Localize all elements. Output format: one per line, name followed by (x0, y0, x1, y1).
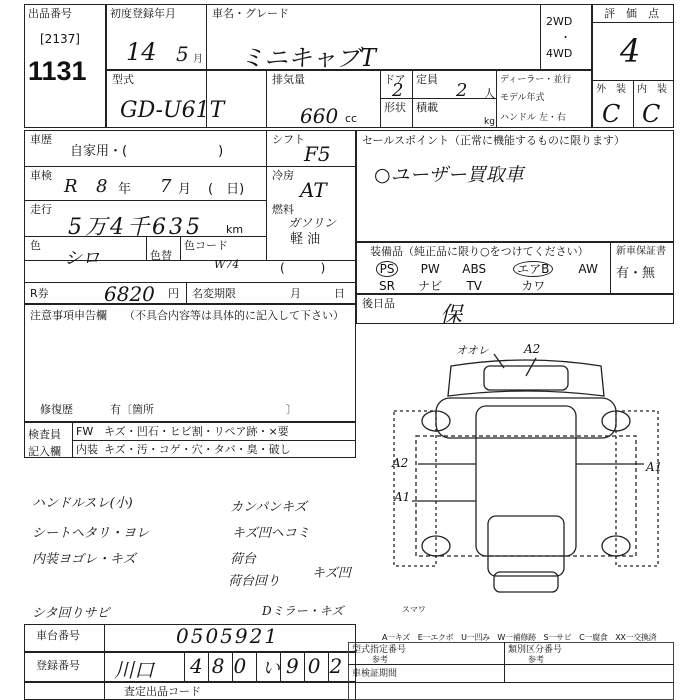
history-value: 自家用・( ) (70, 144, 224, 159)
first-reg-label: 初度登録年月 (110, 7, 176, 20)
dealer-label: ディーラー・並行 (500, 75, 572, 85)
month-unit: 月 (193, 54, 203, 65)
interior-insp-items: キズ・汚・コゲ・穴・タバ・臭・破し (104, 443, 291, 456)
drive-dot: ・ (560, 31, 571, 44)
diagram-mark-a2-left: A2 (392, 456, 409, 470)
chassis-label: 車台番号 (36, 629, 80, 642)
remark-9: シタ回りサビ (32, 606, 110, 621)
diagram-mark-a1-right: A1 (646, 460, 663, 474)
kg-unit: kg (484, 117, 495, 127)
repair-value: 有〔箇所 〕 (110, 403, 297, 416)
eq-ps: PS (366, 260, 408, 277)
shift-value: F5 (304, 142, 331, 166)
reg-num: 902 (286, 654, 352, 678)
inspection-year-unit: 年 (118, 182, 132, 197)
warranty-label: 新車保証書 (616, 246, 666, 257)
left-side (394, 411, 436, 566)
eq-aw: AW (578, 261, 598, 276)
eq-sr: SR (379, 278, 396, 293)
color-label: 色 (30, 239, 41, 252)
car-name: ミニキャブT (240, 44, 377, 72)
category-ref: 参考 (528, 655, 544, 664)
yen-unit: 円 (168, 287, 179, 300)
eq-abs: ABS (462, 261, 487, 276)
displacement-label: 排気量 (272, 73, 305, 86)
bed-outline (488, 516, 564, 576)
interior-insp-label: 内装 (76, 443, 98, 456)
ac-value: AT (300, 178, 327, 202)
inspection-year: 8 (96, 176, 108, 197)
reg-area: 川口 (114, 658, 154, 682)
trade-code-label: 査定出品コード (124, 685, 201, 698)
designation-ref: 参考 (372, 655, 388, 664)
sales-point-value: ○ユーザー買取車 (374, 164, 524, 186)
ac-label: 冷房 (272, 169, 294, 182)
doors-value: 2 (392, 80, 404, 101)
model-value: GD-U61T (120, 98, 225, 123)
color-code-label: 色コード (184, 239, 228, 252)
eq-navi: ナビ (418, 279, 443, 293)
shape-label: 形状 (384, 101, 406, 114)
diagram-legend: A一キズ E一エクボ U一凹み W一補修跡 S一サビ C一腐食 XX一交換済 (382, 633, 657, 642)
first-reg-month: 5 (176, 42, 189, 66)
eq-empty (570, 277, 606, 294)
car-name-label: 車名・グレード (212, 7, 289, 20)
plate-period-day: 日 (334, 287, 345, 300)
remark-10: Dミラー・キズ (262, 604, 344, 618)
mark-line-a2-top (526, 358, 536, 376)
history-label: 車歴 (30, 133, 52, 146)
notes-label: 注意事項申告欄 (30, 309, 107, 322)
handle-label: ハンドル 左・右 (500, 113, 566, 123)
remark-2: カンパンキズ (230, 500, 307, 515)
drive-4wd: 4WD (546, 47, 573, 60)
diagram-mark-oore: オオレ (456, 344, 489, 357)
eq-airbag: エアB (496, 260, 570, 277)
km-unit: km (226, 223, 244, 236)
lot-number: 1131 (28, 56, 87, 86)
diagram-mark-a2-top: A2 (524, 342, 541, 356)
color-code-value: W74 (214, 258, 240, 271)
recycle-value: 6820 (104, 282, 155, 306)
inspection-era: R (64, 176, 78, 197)
inspector-label: 検査員記入欄 (28, 428, 61, 458)
cc-unit: cc (345, 112, 358, 125)
model-label: 型式 (112, 73, 134, 86)
fuel-gasoline: ガソリン (288, 216, 337, 230)
inspection-month: 7 (160, 176, 172, 197)
after-items-label: 後日品 (362, 297, 395, 310)
exterior-label: 外 装 (596, 84, 626, 95)
designation-label: 型式指定番号 (352, 645, 407, 655)
eq-tv: TV (466, 278, 482, 293)
inspection-day: ( 日) (208, 182, 245, 197)
cert-label: 車検証期間 (352, 669, 398, 679)
fw-items: キズ・凹石・ヒビ割・リペア跡・×要 (104, 425, 289, 438)
fuel-other: ( ) (280, 261, 326, 275)
person-unit: 人 (484, 87, 495, 100)
remark-8: キズ凹 (312, 566, 351, 581)
sales-point-label: セールスポイント（正常に機能するものに限ります） (362, 134, 626, 147)
eq-pw: PW (420, 261, 440, 276)
score-value: 4 (620, 32, 641, 70)
front-panel (436, 398, 616, 438)
lot-label: 出品番号 (28, 7, 72, 20)
color-value: シロ (64, 248, 100, 269)
capacity-value: 2 (456, 80, 468, 101)
interior-grade: C (642, 100, 661, 128)
diagram-mark-a1-left: A1 (394, 490, 411, 504)
car-diagram (376, 336, 676, 620)
lot-code: [2137] (40, 32, 80, 46)
mileage-value: 5万4千635 (68, 215, 203, 240)
right-side (616, 411, 658, 566)
cab-outline (476, 406, 576, 556)
fuel-diesel: 軽 油 (290, 232, 321, 247)
remark-3: シートヘタリ・ヨレ (32, 526, 150, 541)
eq-leather: カワ (521, 279, 546, 293)
reg-kana: い (262, 658, 280, 679)
body-dash-outline (416, 436, 636, 556)
doors-label: ドア (384, 73, 406, 86)
plate-period-month: 月 (290, 287, 301, 300)
hood-outline (484, 366, 568, 390)
category-label: 類別区分番号 (508, 645, 563, 655)
drive-2wd: 2WD (546, 15, 573, 28)
inspection-label: 車検 (30, 169, 52, 182)
first-reg-year: 14 (126, 38, 157, 66)
after-items-value: 保 (440, 303, 463, 328)
remark-5: 内装ヨゴレ・キズ (32, 552, 136, 567)
recycle-label: R券 (30, 287, 49, 300)
warranty-value: 有・無 (616, 266, 656, 281)
exterior-grade: C (602, 100, 621, 128)
displacement-value: 660 (300, 104, 339, 128)
diagram-front-label: スマワ (402, 605, 426, 614)
shift-label: シフト (272, 133, 305, 146)
mileage-label: 走行 (30, 203, 52, 216)
color-change-label: 色替 (150, 249, 172, 262)
score-label: 評 価 点 (604, 7, 659, 20)
capacity-label: 定員 (416, 73, 438, 86)
registration-label: 登録番号 (36, 659, 80, 672)
remark-7: 荷台回り (228, 574, 281, 589)
fuel-label: 燃料 (272, 203, 294, 216)
repair-label: 修復歴 (40, 403, 73, 416)
fw-label: FW (76, 425, 94, 438)
remark-4: キズ凹ヘコミ (232, 526, 310, 541)
equipment-label: 装備品（純正品に限り○をつけてください） (370, 245, 589, 258)
inspection-month-unit: 月 (178, 182, 192, 197)
notes-hint: （不具合内容等は具体的に記入して下さい） (124, 309, 344, 322)
chassis-value: 0505921 (176, 624, 280, 648)
rear-bumper (494, 572, 558, 592)
model-year-label: モデル年式 (500, 93, 545, 103)
remark-6: 荷台 (230, 552, 257, 567)
after-items-box (356, 294, 674, 324)
equipment-grid (366, 260, 606, 294)
interior-label: 内 装 (637, 84, 667, 95)
load-label: 積載 (416, 101, 438, 114)
plate-period-label: 名変期限 (192, 287, 236, 300)
remark-1: ハンドルスレ(小) (32, 496, 133, 511)
reg-class: 480 (190, 654, 256, 678)
